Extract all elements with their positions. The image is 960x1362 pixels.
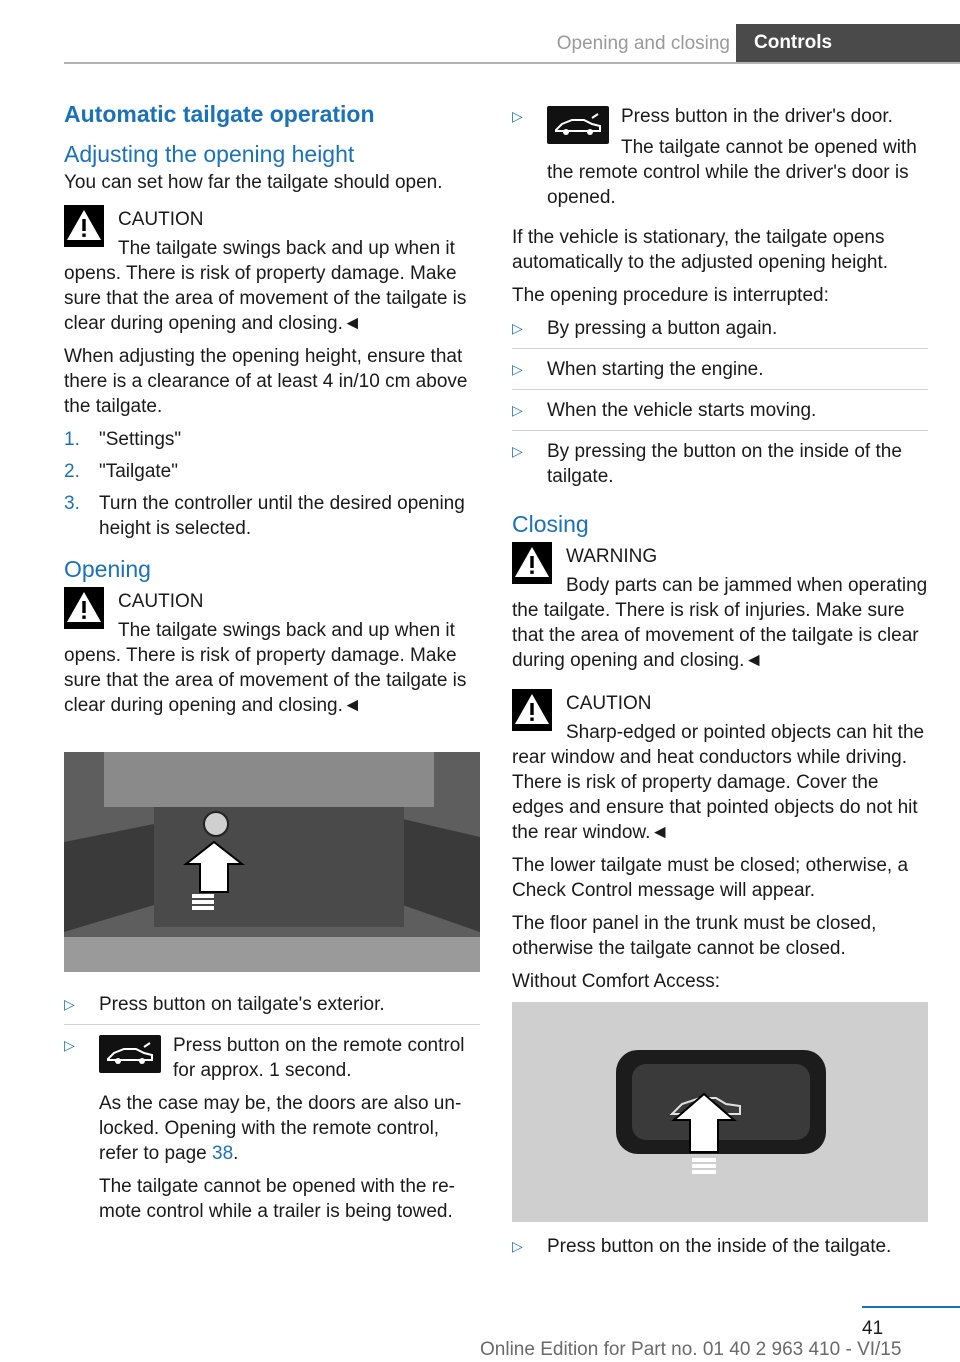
warning-text: Body parts can be jammed when operating the tailgate. There is risk of injuries. Make sure that the area of movement of the tailgate is clear during opening and closing.◄: [512, 575, 928, 671]
list-item: [512, 316, 928, 349]
bullet-triangle-icon: ▷: [512, 443, 523, 459]
step-item: [64, 491, 480, 541]
remote-note-text: As the case may be, the doors are also unlocked. Opening with the remote control, refer to page: [99, 1093, 462, 1164]
header-tab-controls: [736, 24, 960, 62]
page-link[interactable]: 38: [212, 1143, 234, 1164]
tailgate-exterior-photo: [64, 752, 480, 972]
footer-edition: Online Edition for Part no. 01 40 2 963 410 - VI/15: [480, 1339, 902, 1360]
list-item: [64, 992, 480, 1025]
adjust-intro: You can set how far the tailgate should open.: [64, 172, 443, 193]
stationary-text: If the vehicle is stationary, the tailgate opens automatically to the adjusted opening height.: [512, 227, 889, 273]
list-item: [512, 439, 928, 496]
warning-triangle-icon: [64, 205, 104, 247]
header-section-title: Opening and closing: [556, 33, 730, 54]
floor-panel-text: The floor panel in the trunk must be closed, otherwise the tailgate cannot be closed.: [512, 913, 877, 959]
interrupted-item: When the vehicle starts moving.: [547, 400, 817, 421]
bullet-triangle-icon: ▷: [64, 996, 75, 1012]
bullet-exterior-text: Press button on tailgate's exterior.: [99, 994, 385, 1015]
driver-door-list: [512, 104, 928, 217]
caution-box-3: [512, 687, 928, 845]
interrupted-intro: The opening procedure is interrupted:: [512, 285, 829, 306]
lower-tailgate-text: The lower tailgate must be closed; otherwise, a Check Control message will appear.: [512, 855, 909, 901]
caution-text: The tailgate swings back and up when it opens. There is risk of property damage. Make sure that the area of movement of the tailgate is clear during opening and closing.◄: [64, 620, 467, 716]
list-item: [512, 1234, 928, 1266]
step-text: Turn the controller until the desired opening height is selected.: [99, 493, 465, 539]
caution-text: The tailgate swings back and up when it opens. There is risk of property damage. Make sure that the area of movement of the tailgate is clear during opening and closing.◄: [64, 238, 467, 334]
list-item: [512, 104, 928, 217]
header-divider: [64, 62, 960, 64]
driver-door-note: The tailgate cannot be opened with the remote control while the driver's door is opened.: [547, 137, 917, 208]
interrupted-item: By pressing a button again.: [547, 318, 778, 339]
page-title: Automatic tailgate operation: [64, 101, 375, 127]
interrupted-item: When starting the engine.: [547, 359, 764, 380]
interrupted-item: By pressing the button on the inside of the tailgate.: [547, 441, 902, 487]
warning-box: [512, 540, 928, 673]
remote-note: [99, 1091, 480, 1166]
inside-button-text: Press button on the inside of the tailgate.: [547, 1236, 892, 1257]
list-item: [64, 1033, 480, 1231]
header-tab-label: Controls: [754, 32, 833, 53]
bullet-triangle-icon: ▷: [512, 402, 523, 418]
adjust-heading: Adjusting the opening height: [64, 141, 355, 167]
warning-label: WARNING: [566, 546, 658, 567]
caution-label: CAUTION: [118, 209, 204, 230]
step-number: 1.: [64, 429, 80, 450]
caution-label: CAUTION: [118, 591, 204, 612]
bullet-triangle-icon: ▷: [512, 108, 523, 124]
driver-door-text: Press button in the driver's door.: [621, 106, 893, 127]
opening-methods-list: [64, 992, 480, 1231]
remote-tailgate-key-icon: [547, 106, 609, 144]
bullet-triangle-icon: ▷: [512, 361, 523, 377]
right-column: [512, 104, 928, 1274]
warning-triangle-icon: [512, 542, 552, 584]
step-text: "Settings": [99, 429, 182, 450]
bullet-triangle-icon: ▷: [64, 1037, 75, 1053]
remote-tailgate-key-icon: [99, 1035, 161, 1073]
warning-triangle-icon: [512, 689, 552, 731]
inside-button-list: [512, 1234, 928, 1266]
bullet-remote-text: Press button on the remote control for approx. 1 second.: [173, 1035, 465, 1081]
page-number: 41: [862, 1318, 884, 1339]
step-item: [64, 459, 480, 484]
warning-triangle-icon: [64, 587, 104, 629]
without-comfort-text: Without Comfort Access:: [512, 971, 721, 992]
list-item: [512, 357, 928, 390]
settings-steps: [64, 427, 480, 541]
step-number: 2.: [64, 461, 80, 482]
bullet-triangle-icon: ▷: [512, 1238, 523, 1254]
closing-heading: Closing: [512, 511, 589, 537]
step-item: [64, 427, 480, 452]
left-column: [64, 100, 480, 1239]
bullet-triangle-icon: ▷: [512, 320, 523, 336]
clearance-text: When adjusting the opening height, ensure that there is a clearance of at least 4 in/10 cm above the tailgate.: [64, 346, 468, 417]
remote-trailer-note: The tailgate cannot be opened with the remote control while a trailer is being towed.: [99, 1176, 455, 1222]
step-text: "Tailgate": [99, 461, 178, 482]
caution-box-2: [64, 585, 480, 718]
list-item: [512, 398, 928, 431]
caution-text: Sharp-edged or pointed objects can hit the rear window and heat conductors while driving. There is risk of property damage. Cover the edges and ensure that pointed objects do not hit the rear window.◄: [512, 722, 925, 843]
interrupted-list: [512, 316, 928, 496]
remote-note-end: .: [233, 1143, 239, 1164]
footer-accent-line: [862, 1306, 960, 1308]
opening-heading: Opening: [64, 556, 151, 582]
tailgate-inside-button-photo: [512, 1002, 928, 1222]
step-number: 3.: [64, 493, 80, 514]
caution-box-1: [64, 203, 480, 336]
caution-label: CAUTION: [566, 693, 652, 714]
